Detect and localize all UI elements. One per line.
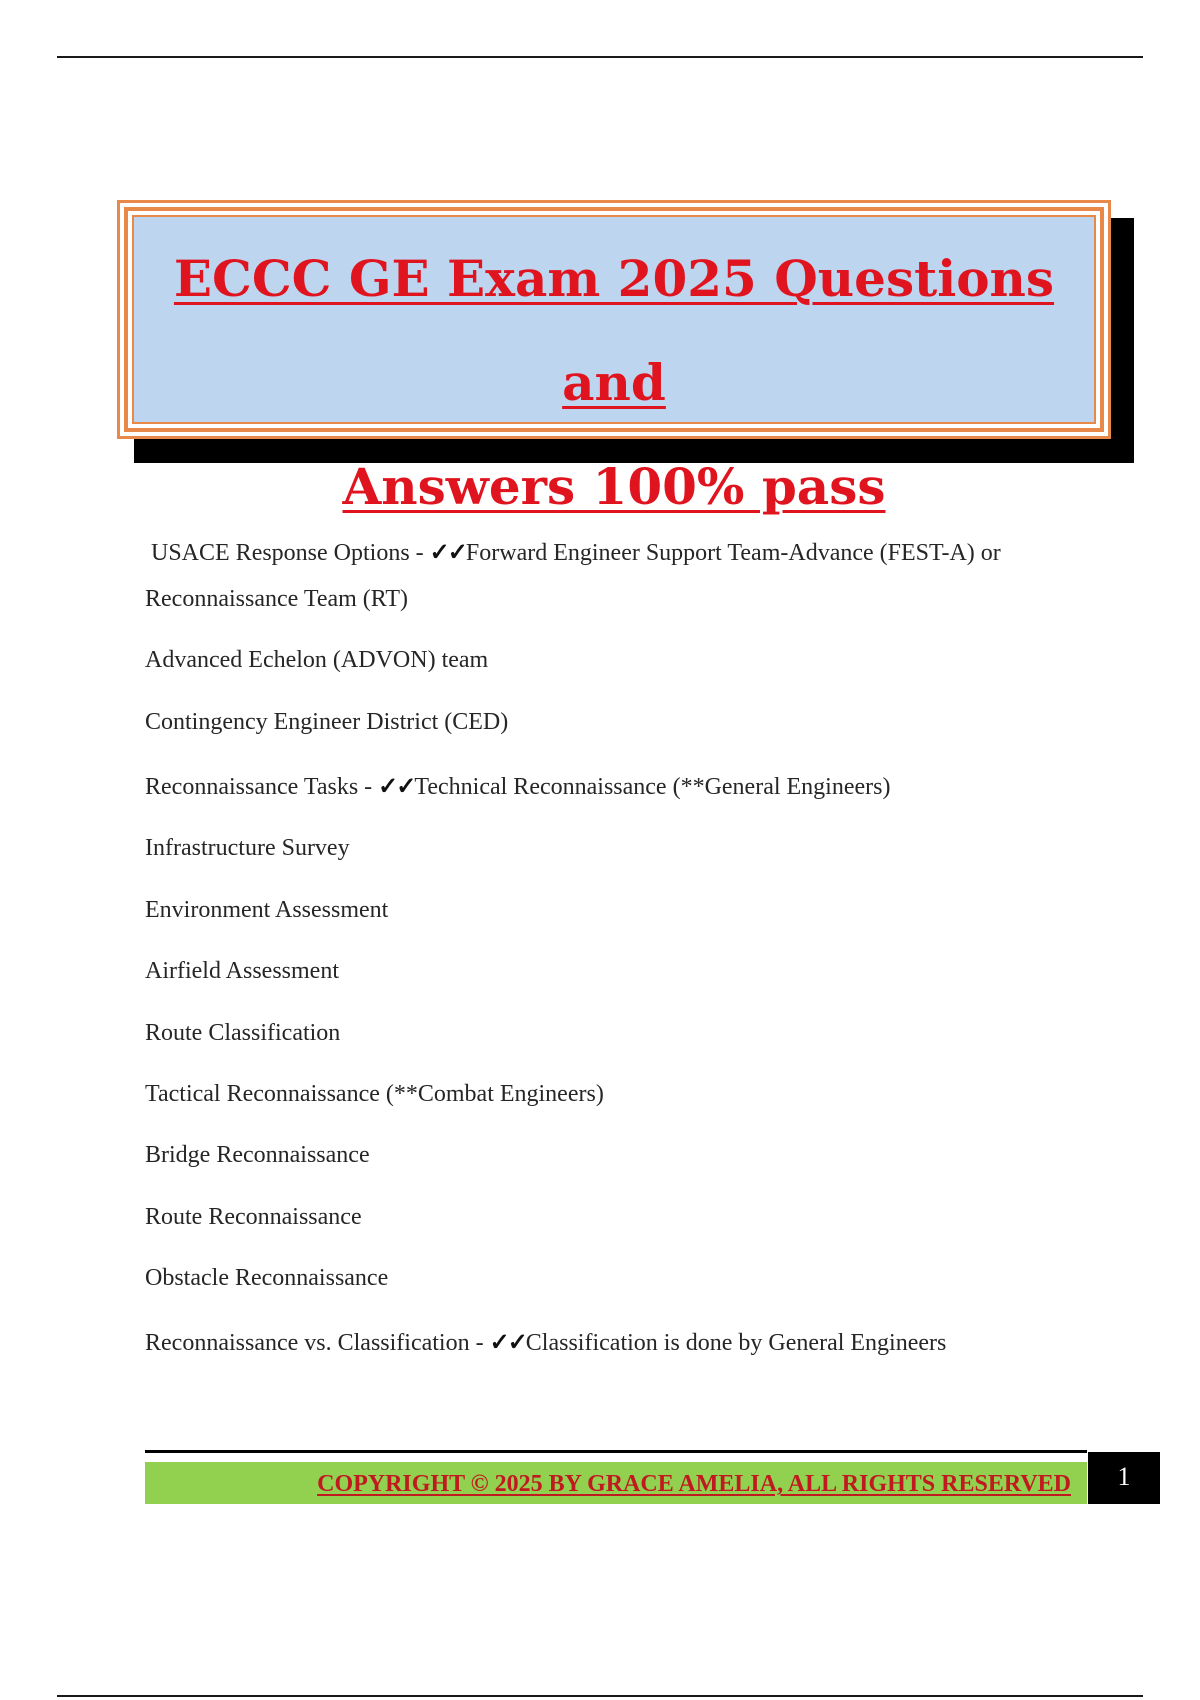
answer-text: Technical Reconnaissance (**General Engineers) [414, 774, 891, 800]
document-title [134, 227, 1094, 539]
list-item: Advanced Echelon (ADVON) team [145, 647, 489, 673]
list-item: Tactical Reconnaissance (**Combat Engineers) [145, 1081, 604, 1107]
footer-bar [145, 1462, 1087, 1504]
title-line-1: ECCC GE Exam 2025 Questions and [173, 249, 1055, 412]
qa-item [145, 530, 1111, 576]
question-text: Reconnaissance Tasks - [145, 774, 379, 800]
top-rule [57, 56, 1143, 58]
list-item: Obstacle Reconnaissance [145, 1265, 389, 1291]
footer-rule [145, 1450, 1087, 1453]
bottom-rule [57, 1695, 1143, 1697]
question-text: Reconnaissance vs. Classification - [145, 1330, 490, 1356]
copyright-notice: COPYRIGHT © 2025 BY GRACE AMELIA, ALL RIGHTS RESERVED [317, 1471, 1071, 1497]
question-text: USACE Response Options - [151, 540, 430, 566]
check-mark-icon: ✓✓ [429, 540, 466, 566]
list-item: Route Classification [145, 1020, 341, 1046]
check-mark-icon: ✓✓ [378, 774, 415, 800]
check-mark-icon: ✓✓ [489, 1330, 526, 1356]
list-item: Route Reconnaissance [145, 1204, 362, 1230]
title-box [117, 200, 1111, 516]
answer-text: Forward Engineer Support Team-Advance (FEST-A) or [465, 540, 1001, 566]
list-item: Contingency Engineer District (CED) [145, 709, 509, 735]
answer-text: Classification is done by General Engineers [525, 1330, 947, 1356]
list-item: Bridge Reconnaissance [145, 1142, 370, 1168]
list-item: Infrastructure Survey [145, 835, 350, 861]
qa-item-continuation [145, 576, 1105, 622]
qa-item [145, 764, 1105, 810]
title-line-2: Answers 100% pass [342, 457, 886, 516]
list-item: Airfield Assessment [145, 958, 339, 984]
qa-item [145, 1320, 1105, 1366]
answer-text: Reconnaissance Team (RT) [145, 586, 409, 612]
list-item: Environment Assessment [145, 897, 389, 923]
page-number: 1 [1088, 1452, 1160, 1504]
